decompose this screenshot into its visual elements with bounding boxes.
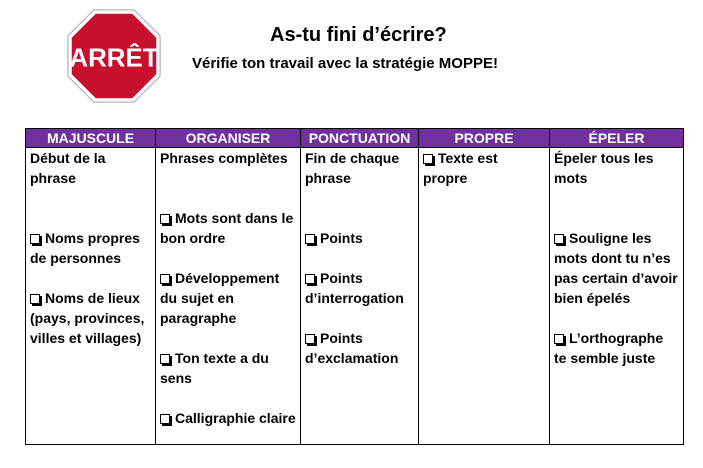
checkbox-icon	[160, 354, 170, 364]
checkbox-icon	[305, 274, 315, 284]
header-organiser: ORGANISER	[156, 129, 301, 148]
list-item: Mots sont dans le bon ordre	[160, 210, 294, 246]
checkbox-icon	[554, 234, 564, 244]
list-item: Texte est propre	[423, 150, 498, 186]
list-item: Noms propres de personnes	[30, 230, 140, 266]
cell-propre	[419, 148, 550, 445]
list-item: Points d’interrogation	[305, 270, 404, 306]
intro-text: Épeler tous les mots	[554, 150, 654, 186]
checkbox-icon	[554, 334, 564, 344]
header-majuscule: MAJUSCULE	[26, 129, 156, 148]
checkbox-icon	[160, 274, 170, 284]
table-row	[26, 148, 684, 445]
cell-ponctuation	[301, 148, 419, 445]
cell-organiser	[156, 148, 301, 445]
checkbox-icon	[30, 294, 40, 304]
checkbox-icon	[30, 234, 40, 244]
list-item: Calligraphie claire	[160, 408, 296, 428]
header-epeler: ÉPELER	[550, 129, 684, 148]
stop-sign-icon	[66, 8, 162, 104]
list-item: Noms de lieux (pays, provinces, villes et villages)	[30, 290, 145, 346]
intro-text: Début de la phrase	[30, 150, 106, 186]
cell-majuscule	[26, 148, 156, 445]
list-item: Ton texte a du sens	[160, 350, 269, 386]
page-subtitle: Vérifie ton travail avec la stratégie MOPPE!	[192, 55, 498, 72]
moppe-table	[25, 128, 684, 445]
checkbox-icon	[305, 334, 315, 344]
checkbox-icon	[160, 414, 170, 424]
list-item: L’orthographe te semble juste	[554, 330, 664, 366]
checkbox-icon	[305, 234, 315, 244]
list-item: Souligne les mots dont tu n’es pas certain d’avoir bien épelés	[554, 230, 678, 306]
header-propre: PROPRE	[419, 129, 550, 148]
list-item: Développement du sujet en paragraphe	[160, 270, 280, 326]
list-item: Points d’exclamation	[305, 330, 399, 366]
table-header-row	[26, 129, 684, 148]
header-ponctuation: PONCTUATION	[301, 129, 419, 148]
stop-sign-text: ARRÊT	[69, 44, 159, 73]
checkbox-icon	[423, 154, 433, 164]
page-title: As-tu fini d’écrire?	[270, 24, 447, 46]
intro-text: Fin de chaque phrase	[305, 150, 400, 186]
checkbox-icon	[160, 214, 170, 224]
list-item: Points	[305, 228, 414, 248]
intro-text: Phrases complètes	[160, 150, 288, 166]
cell-epeler	[550, 148, 684, 445]
